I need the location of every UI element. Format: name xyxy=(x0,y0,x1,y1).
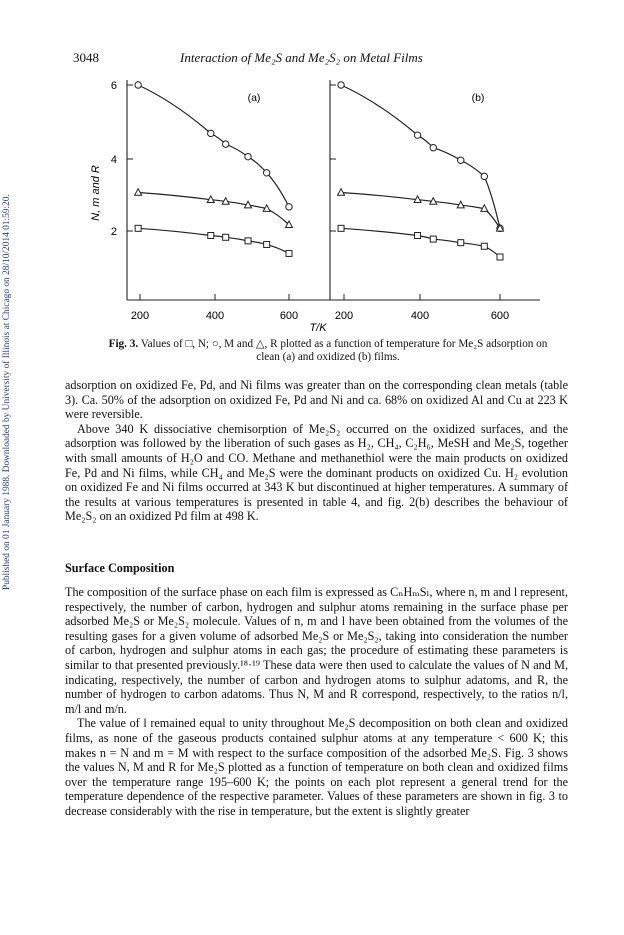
data-point-n xyxy=(497,254,503,260)
y-tick-label-2: 2 xyxy=(110,226,117,238)
caption-text: Values of □, N; ○, M and △, R plotted as a function of temperature for Me₂S adsorption on clean (a) and oxidized (b) films. xyxy=(140,338,548,363)
page-number: 3048 xyxy=(73,50,99,65)
x-tick-label-b-600: 600 xyxy=(490,310,510,322)
data-point-m xyxy=(286,204,292,210)
series-line-m xyxy=(138,85,289,207)
data-point-m xyxy=(458,157,464,163)
data-point-n xyxy=(481,243,487,249)
x-tick-label-b-400: 400 xyxy=(410,310,430,322)
data-point-n xyxy=(458,240,464,246)
x-tick-label-a-600: 600 xyxy=(279,310,299,322)
caption-label: Fig. 3. xyxy=(108,338,139,350)
data-point-n xyxy=(430,236,436,242)
data-point-r xyxy=(135,189,142,196)
x-tick-label-a-200: 200 xyxy=(130,310,150,322)
y-tick-label-6: 6 xyxy=(110,80,117,92)
x-tick-label-b-200: 200 xyxy=(334,310,354,322)
data-point-m xyxy=(414,132,420,138)
download-notice-text: Published on 01 January 1988. Downloaded by University of Illinois at Chicago on 28/10/2014 01:59:20. xyxy=(2,194,12,590)
y-tick-label-4: 4 xyxy=(110,154,117,166)
data-point-n xyxy=(245,238,251,244)
figure-3 xyxy=(0,0,624,340)
section-2-text xyxy=(65,585,568,819)
panel-a-label: (a) xyxy=(247,92,261,104)
data-point-n xyxy=(338,225,344,231)
data-point-m xyxy=(208,130,214,136)
paragraph: Above 340 K dissociative chemisorption of Me₂S₂ occurred on the oxidized surfaces, and the adsorption was followed by the liberation of such gases as H₂, CH₄, C₂H₆, MeSH and Me₂S, together with small amounts of H₂O and CO. Methane and methanethiol were the main products on oxidized Fe, Pd and Ni films, while CH₄ and Me₂S were the dominant products on oxidized Cu. H₂ evolution on oxidized Fe and Ni films occurred at 343 K but discontinued at higher temperatures. A summary of the results at various temperatures is presented in table 4, and fig. 2(b) describes the behaviour of Me₂S₂ on an oxidized Pd film at 498 K. xyxy=(65,421,568,524)
x-tick-label-a-400: 400 xyxy=(205,310,225,322)
x-axis-label: T/K xyxy=(309,322,327,334)
paragraph: The value of l remained equal to unity throughout Me₂S decomposition on both clean and oxidized films, as none of the gaseous products contained sulphur atoms at any temperature < 600 K; this makes n = N and m = M with respect to the surface composition of the adsorbed Me₂S. Fig. 3 shows the values N, M and R for Me₂S plotted as a function of temperature on both clean and oxidized films over the temperature range 195–600 K; the points on each plot represent a general trend for the temperature dependence of the respective parameter. Values of these parameters are shown in fig. 3 to decrease considerably with the rise in temperature, but the extent is slightly greater xyxy=(65,716,568,818)
data-point-n xyxy=(264,241,270,247)
chart-plots xyxy=(135,82,504,260)
data-point-m xyxy=(430,145,436,151)
paragraph: The composition of the surface phase on each film is expressed as CₙHₘSₗ, where n, m and l represent, respectively, the number of carbon, hydrogen and sulphur atoms remaining in the surface phase per adsorbed Me₂S or Me₂S₂ molecule. Values of n, m and l have been obtained from the volumes of the resulting gases for a given volume of adsorbed Me₂S or Me₂S₂, taking into consideration the number of carbon, hydrogen and sulphur atoms in each gas; the procedure of estimating these parameters is similar to that presented previously.¹⁸·¹⁹ These data were then used to calculate the values of N and M, indicating, respectively, the number of carbon and hydrogen atoms to sulphur adatoms, and R, the number of hydrogen to carbon adatoms. Thus N, M and R correspond, respectively, to the ratios n/l, m/l and m/n. xyxy=(65,585,568,716)
section-heading: Surface Composition xyxy=(65,561,175,575)
data-point-m xyxy=(481,173,487,179)
data-point-n xyxy=(223,234,229,240)
data-point-n xyxy=(286,250,292,256)
panel-b-label: (b) xyxy=(471,92,485,104)
data-point-m xyxy=(245,153,251,159)
paragraph: adsorption on oxidized Fe, Pd, and Ni films was greater than on the corresponding clean metals (table 3). Ca. 50% of the adsorption on oxidized Fe, Pd and Ni and ca. 68% on oxidized Al and Cu at 223 K were reversible. xyxy=(65,378,568,422)
data-point-n xyxy=(415,233,421,239)
data-point-n xyxy=(208,233,214,239)
data-point-n xyxy=(135,225,141,231)
running-head: Interaction of Me₂S and Me₂S₂ on Metal Films xyxy=(180,50,423,65)
y-axis-label: N, m and R xyxy=(90,165,102,221)
data-point-r xyxy=(338,189,345,196)
figure-caption xyxy=(96,338,560,364)
series-line-r xyxy=(341,193,500,229)
data-point-m xyxy=(338,82,344,88)
section-1-text xyxy=(65,378,568,524)
data-point-m xyxy=(135,82,141,88)
data-point-m xyxy=(222,141,228,147)
data-point-m xyxy=(263,170,269,176)
